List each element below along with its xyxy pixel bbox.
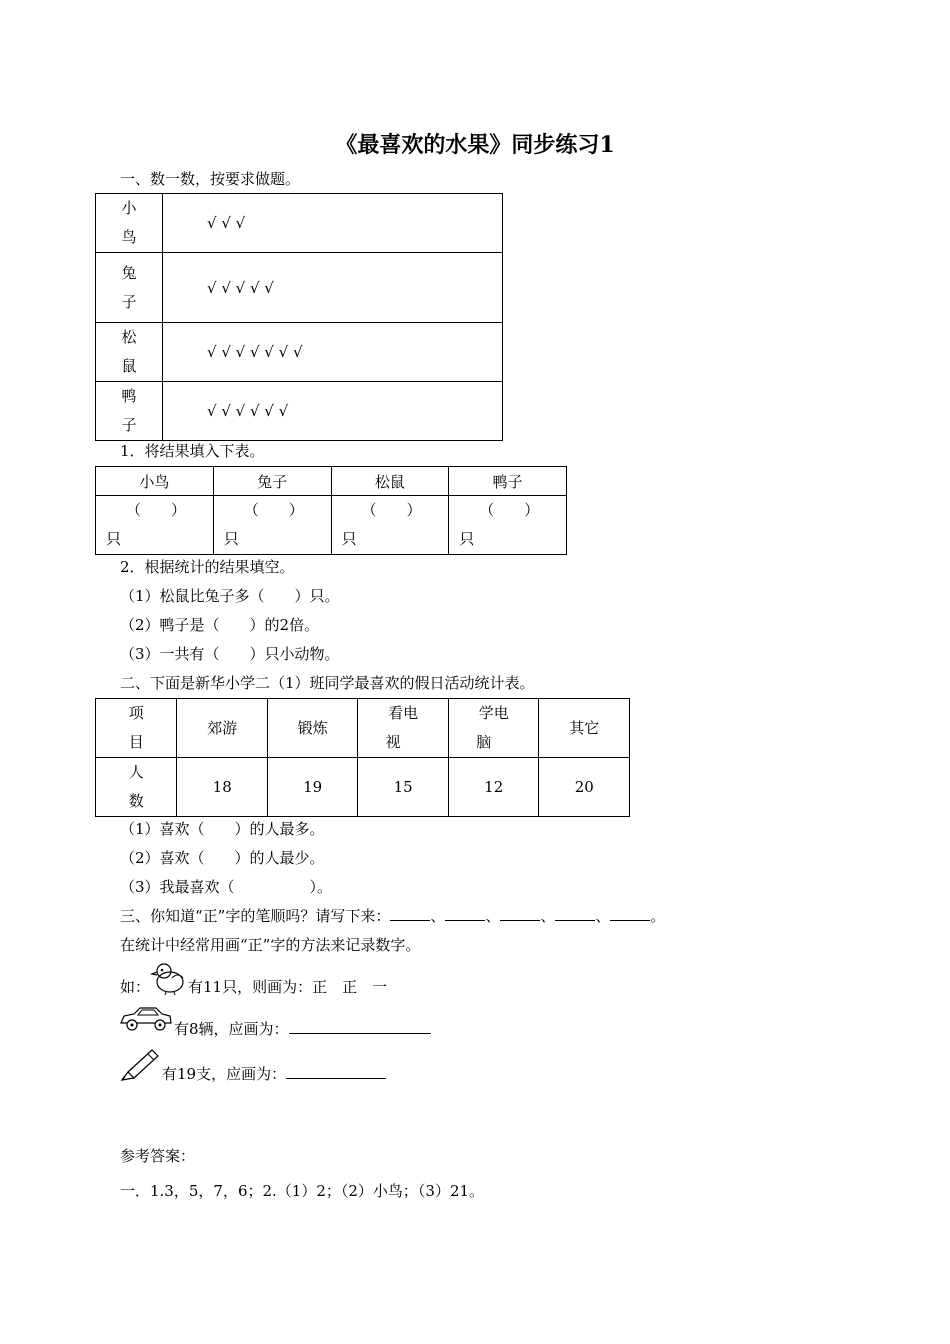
bird-icon [150,960,188,996]
tally-animal: 兔 子 [96,253,163,323]
section3-line2: 在统计中经常用画“正”字的方法来记录数字。 [120,936,421,954]
tally-marks: √ √ √ √ √ [163,253,503,323]
section2-heading: 二、下面是新华小学二（1）班同学最喜欢的假日活动统计表。 [120,674,535,692]
table-row [96,699,630,758]
tally-animal: 松 鼠 [96,323,163,382]
result-blank[interactable]: （ ） 只 [213,496,331,555]
activity-name: 其它 [539,699,630,758]
activity-name: 看电 视 [358,699,449,758]
activity-count: 19 [267,758,357,817]
table-row [96,194,503,253]
q2-text: 2．根据统计的结果填空。 [120,558,295,576]
pen-icon [118,1046,162,1082]
tally-animal: 小 鸟 [96,194,163,253]
answers-label: 参考答案： [120,1147,196,1165]
tally-marks: √ √ √ [163,194,503,253]
table-row [96,253,503,323]
results-table [95,466,567,555]
table-row [96,758,630,817]
activity-name: 郊游 [177,699,267,758]
example-text: 有11只，则画为：正 正 一 [188,978,388,996]
example-prefix: 如： [120,978,151,996]
section2-item: （2）喜欢（ ）的人最少。 [120,849,325,867]
result-header: 松鼠 [331,467,449,496]
q2-item: （2）鸭子是（ ）的2倍。 [120,616,320,634]
q2-item: （1）松鼠比兔子多（ ）只。 [120,587,340,605]
pen-question: 有19支，应画为： [162,1063,386,1084]
activity-label: 项 目 [96,699,177,758]
tally-marks: √ √ √ √ √ √ √ [163,323,503,382]
count-label: 人 数 [96,758,177,817]
activity-count: 18 [177,758,267,817]
page-title: 《最喜欢的水果》同步练习1 [335,132,615,158]
result-blank[interactable]: （ ） 只 [331,496,449,555]
activity-count: 20 [539,758,630,817]
stroke-blank[interactable] [555,906,595,921]
car-question: 有8辆，应画为： [174,1018,431,1039]
tally-table [95,193,503,441]
q1-text: 1．将结果填入下表。 [120,442,265,460]
section1-heading: 一、数一数，按要求做题。 [120,170,301,188]
stroke-blank[interactable] [390,906,430,921]
section2-item: （1）喜欢（ ）的人最多。 [120,820,325,838]
car-answer-blank[interactable] [289,1019,431,1034]
pen-answer-blank[interactable] [286,1064,386,1079]
table-row [96,323,503,382]
table-row [96,382,503,441]
activity-count: 12 [448,758,539,817]
activity-name: 学电 脑 [448,699,539,758]
table-row [96,467,567,496]
stroke-order-question: 三、你知道“正”字的笔顺吗？请写下来： [120,907,391,925]
result-header: 小鸟 [96,467,214,496]
result-blank[interactable]: （ ） 只 [449,496,567,555]
result-blank[interactable]: （ ） 只 [96,496,214,555]
result-header: 兔子 [213,467,331,496]
table-row [96,496,567,555]
stroke-blank[interactable] [610,906,650,921]
answers-text: 一．1.3，5，7，6；2.（1）2；（2）小鸟；（3）21。 [120,1182,485,1200]
car-icon [118,1005,174,1033]
result-header: 鸭子 [449,467,567,496]
tally-marks: √ √ √ √ √ √ [163,382,503,441]
section2-item: （3）我最喜欢（ ）。 [120,878,333,896]
activity-table [95,698,630,817]
activity-name: 锻炼 [267,699,357,758]
stroke-blank[interactable] [445,906,485,921]
stroke-blank[interactable] [500,906,540,921]
tally-animal: 鸭 子 [96,382,163,441]
activity-count: 15 [358,758,449,817]
q2-item: （3）一共有（ ）只小动物。 [120,645,340,663]
section3-heading: 三、你知道“正”字的笔顺吗？请写下来： 、 、 、 、 。 [120,907,666,925]
